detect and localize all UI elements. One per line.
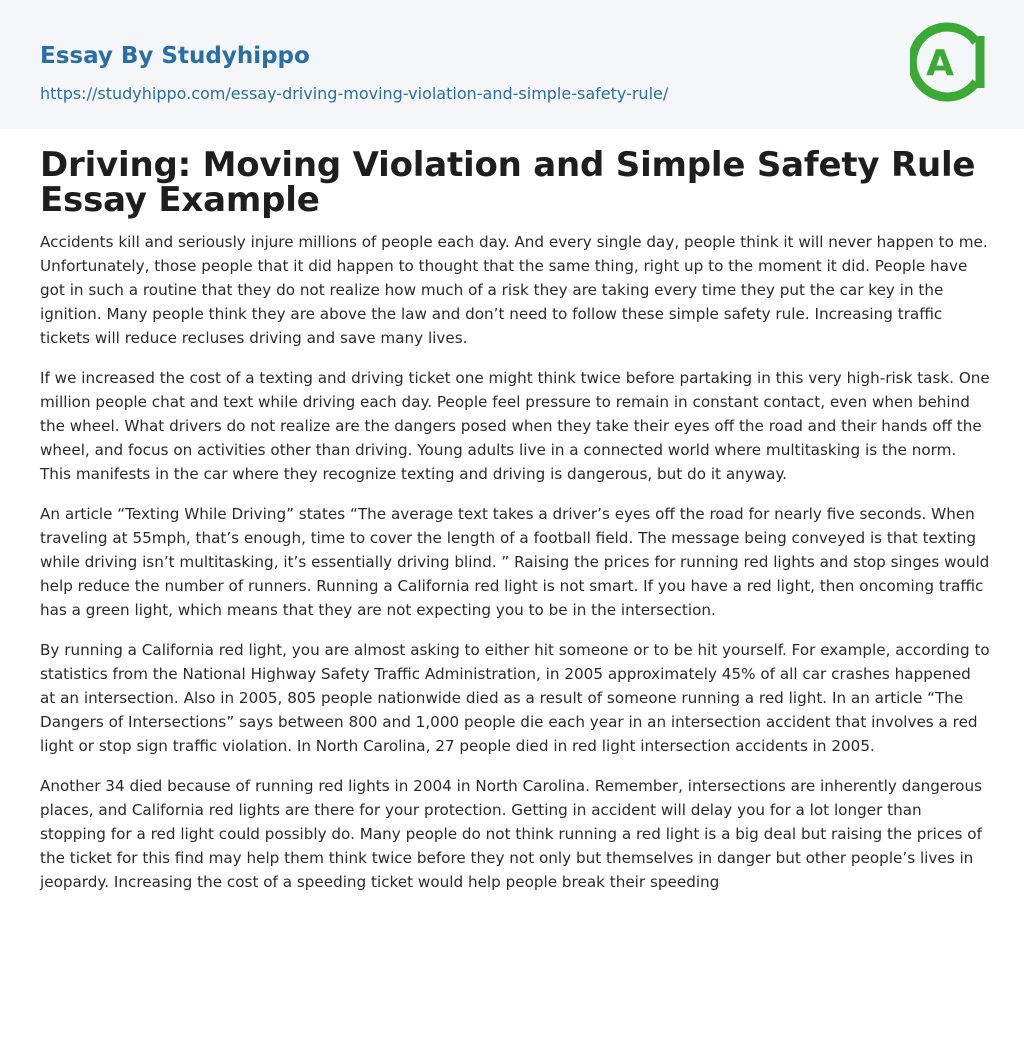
source-url-link[interactable]: https://studyhippo.com/essay-driving-moving-violation-and-simple-safety-rule/	[40, 84, 669, 103]
article-paragraph-1: Accidents kill and seriously injure millions of people each day. And every single day, people think it will never happen to me. Unfortunately, those people that it did happen to thought that the same thing, right up to the moment it did. People have got in such a routine that they do not realize how much of a risk they are taking every time they put the car key in the ignition. Many people think they are above the law and don’t need to follow these simple safety rule. Increasing traffic tickets will reduce recluses driving and save many lives.	[40, 233, 988, 347]
logo-letter: A	[926, 43, 954, 84]
article-paragraph-5: Another 34 died because of running red lights in 2004 in North Carolina. Remember, intersections are inherently dangerous places, and California red lights are there for your protection. Getting in accident will delay you for a lot longer than stopping for a red light could possibly do. Many people do not think running a red light is a big deal but raising the prices of the ticket for this find may help them think twice before they not only but themselves in danger but other people’s lives in jeopardy. Increasing the cost of a speeding ticket would help people break their speeding	[40, 777, 983, 891]
article-paragraph-3: An article “Texting While Driving” states “The average text takes a driver’s eyes off the road for nearly five seconds. When traveling at 55mph, that’s enough, time to cover the length of a football field. The message being conveyed is that texting while driving isn’t multitasking, it’s essentially driving blind. ” Raising the prices for running red lights and stop singes would help reduce the number of runners. Running a California red light is not smart. If you have a red light, then oncoming traffic has a green light, which means that they are not expecting you to be in the intersection.	[40, 505, 990, 619]
article-title: Driving: Moving Violation and Simple Safety Rule Essay Example	[40, 145, 976, 220]
site-brand[interactable]: Essay By Studyhippo	[40, 43, 310, 69]
article-paragraph-2: If we increased the cost of a texting and driving ticket one might think twice before partaking in this very high-risk task. One million people chat and text while driving each day. People feel pressure to remain in constant contact, even when behind the wheel. What drivers do not realize are the dangers posed when they take their eyes off the road and their hands off the wheel, and focus on activities other than driving. Young adults live in a connected world where multitasking is the norm. This manifests in the car where they recognize texting and driving is dangerous, but do it anyway.	[40, 369, 990, 483]
site-header	[0, 0, 1024, 129]
studyhippo-logo-icon[interactable]	[910, 18, 990, 106]
article	[40, 145, 990, 894]
article-paragraph-4: By running a California red light, you are almost asking to either hit someone or to be hit yourself. For example, according to statistics from the National Highway Safety Traffic Administration, in 2005 approximately 45% of all car crashes happened at an intersection. Also in 2005, 805 people nationwide died as a result of someone running a red light. In an article “The Dangers of Intersections” says between 800 and 1,000 people die each year in an intersection accident that involves a red light or stop sign traffic violation. In North Carolina, 27 people died in red light intersection accidents in 2005.	[40, 641, 990, 755]
